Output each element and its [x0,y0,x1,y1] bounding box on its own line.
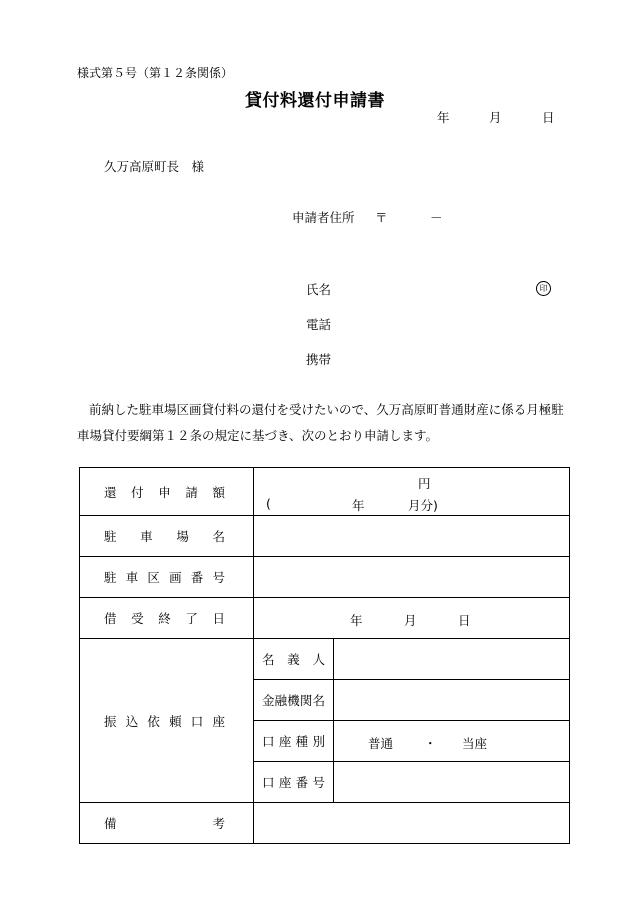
lease-end-day-unit: 日 [458,613,471,628]
applicant-name-label: 氏名 [306,282,332,297]
date-year-label: 年 [437,110,450,125]
refund-amount-label: 還付申請額 [80,468,254,516]
refund-year-unit: 年 [352,498,365,513]
account-type-separator: ・ [424,736,437,751]
account-type-label: 口座種別 [254,721,334,762]
parking-name-label: 駐車場名 [80,516,254,557]
refund-open-paren: ( [266,496,271,511]
account-number-label: 口座番号 [254,762,334,803]
seal-mark [536,279,551,296]
seal-stamp-icon: 印 [536,281,551,296]
document-title: 貸付料還付申請書 [245,91,385,111]
remarks-label: 備考 [80,803,254,844]
lease-end-month-unit: 月 [404,613,417,628]
row-account-holder [80,639,570,680]
row-parking-name [80,516,570,557]
lease-end-date-label: 借受終了日 [80,598,254,639]
postal-dash: － [430,210,443,225]
row-space-number [80,557,570,598]
account-type-field[interactable] [334,721,570,762]
row-remarks [80,803,570,844]
lease-end-year-unit: 年 [350,613,363,628]
account-holder-label: 名義人 [254,639,334,680]
remarks-field[interactable] [254,803,570,844]
addressee: 久万高原町長 様 [104,159,205,174]
space-number-field[interactable] [254,557,570,598]
refund-amount-field[interactable] [254,468,570,516]
applicant-address-label: 申請者住所 [292,210,355,225]
account-type-ordinary[interactable]: 普通 [368,736,394,751]
account-type-current[interactable]: 当座 [462,736,488,751]
account-number-field[interactable] [334,762,570,803]
row-refund-amount [80,468,570,516]
space-number-label: 駐車区画番号 [80,557,254,598]
refund-month-portion: 月分) [408,498,438,513]
application-table [79,467,570,844]
refund-yen-unit: 円 [418,476,431,491]
applicant-mobile-label: 携帯 [306,352,332,367]
date-day-label: 日 [542,110,555,125]
bank-name-label: 金融機関名 [254,680,334,721]
row-lease-end-date [80,598,570,639]
transfer-account-label: 振込依頼口座 [80,639,254,803]
postal-mark: 〒 [375,210,388,225]
date-month-label: 月 [489,110,502,125]
account-holder-field[interactable] [334,639,570,680]
lease-end-date-field[interactable] [254,598,570,639]
form-number: 様式第５号（第１２条関係） [77,66,234,80]
parking-name-field[interactable] [254,516,570,557]
bank-name-field[interactable] [334,680,570,721]
applicant-phone-label: 電話 [306,317,332,332]
application-statement: 前納した駐車場区画貸付料の還付を受けたいので、久万高原町普通財産に係る月極駐車場貸付要綱第１２条の規定に基づき、次のとおり申請します。 [77,402,564,443]
